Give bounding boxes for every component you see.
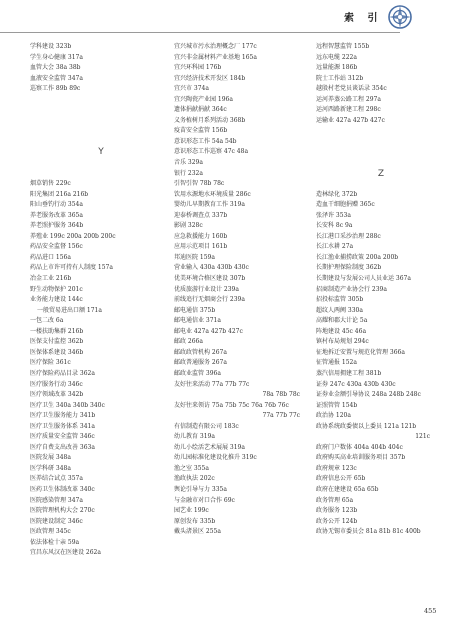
index-entry: 医政管理 345c bbox=[30, 528, 71, 536]
index-entry: 医疗卫生 340a 340b 340c bbox=[30, 401, 105, 409]
index-entry: 阵地建设 45c 46a bbox=[316, 327, 367, 335]
index-entry: 前线追行无烟商会行 239a bbox=[174, 296, 245, 304]
index-letter-heading: Y bbox=[98, 147, 104, 158]
index-entry: 宜昌东风汉在医建设 262a bbox=[30, 549, 101, 557]
index-entry: 宜兴经济技术开发区 184b bbox=[174, 74, 246, 82]
index-entry: 业务能力建设 144c bbox=[30, 296, 83, 304]
index-entry: 幼儿小绘活艺术展展 319a bbox=[174, 443, 245, 451]
index-entry: 政府规章 123c bbox=[316, 464, 357, 472]
index-entry: 影剧 328c bbox=[174, 222, 203, 230]
index-entry: 政府信息公开 65b bbox=[316, 475, 366, 483]
spacer bbox=[30, 158, 172, 169]
spacer bbox=[316, 126, 446, 137]
page-number: 455 bbox=[424, 607, 437, 615]
index-entry: 医保支付监控 362b bbox=[30, 338, 84, 346]
index-entry: 义务植树月系列活动 368b bbox=[174, 116, 246, 124]
index-entry: 友好往来活动 77a 77b 77c bbox=[174, 380, 250, 388]
index-entry: 养老服务改革 365a bbox=[30, 211, 83, 219]
index-entry: 长江渔业捕捞政策 200a 200b bbox=[316, 253, 399, 261]
index-entry: 邦迪医院 159a bbox=[174, 253, 215, 261]
index-entry: 医疗自费支出改善 363a bbox=[30, 443, 95, 451]
index-entry: 宜兴环科园 176b bbox=[174, 64, 222, 72]
index-entry: 院士工作站 312b bbox=[316, 74, 364, 82]
index-entry: 宜兴市 374a bbox=[174, 85, 209, 93]
index-entry: 蒸汽信用拥建工程 381b bbox=[316, 369, 382, 377]
index-entry: 医院发展 348a bbox=[30, 454, 71, 462]
spacer bbox=[316, 158, 446, 169]
index-entry: 运输业 427a 427b 427c bbox=[316, 116, 385, 124]
page-header bbox=[0, 0, 449, 36]
index-entry: 远程智慧监管 155b bbox=[316, 43, 370, 50]
index-entry: 招投标监管 305b bbox=[316, 296, 364, 304]
index-entry: 证照管管 154b bbox=[316, 401, 358, 409]
index-entry: 政务管理 65a bbox=[316, 496, 354, 504]
index-entry: 邮电通信业 371a bbox=[174, 317, 221, 325]
index-entry: 征管通报 152a bbox=[316, 359, 357, 367]
index-entry: 政府购买高业培训服务项目 357b bbox=[316, 454, 406, 462]
index-entry: 冶金工业 216b bbox=[30, 275, 72, 283]
index-entry: 有信制造有限公司 183c bbox=[174, 422, 239, 430]
index-entry: 77a 77b 77c bbox=[262, 412, 300, 420]
index-column-left bbox=[30, 42, 172, 559]
index-entry: 政治协 120a bbox=[316, 412, 351, 420]
spacer bbox=[30, 169, 172, 180]
index-column-middle bbox=[174, 42, 316, 538]
index-entry: 超纹人两阙 330a bbox=[316, 306, 363, 314]
index-entry: 一包二改 6a bbox=[30, 317, 64, 325]
index-entry: 应急救援能力 160b bbox=[174, 232, 228, 240]
index-entry: 征地拆迁安置与规范化管理 366a bbox=[316, 348, 405, 356]
index-entry: 婴幼儿早期教育工作 319a bbox=[174, 201, 245, 209]
index-entry: 镇村布局规划 294c bbox=[316, 338, 369, 346]
index-entry: 优美环境合格区建设 307b bbox=[174, 275, 246, 283]
index-entry: 运河西路新建工程 298c bbox=[316, 106, 381, 114]
index-letter-heading: Z bbox=[377, 168, 385, 179]
index-entry: 远东电缆 222a bbox=[316, 53, 357, 61]
index-entry: 医养结合试点 357a bbox=[30, 475, 83, 483]
index-entry: 友好往来领访 75a 75b 75c 76a 76b 76c bbox=[174, 401, 289, 409]
index-entry: 长江港口采沙治理 288c bbox=[316, 232, 381, 240]
index-entry: 宜兴陶瓷产业园 196a bbox=[174, 95, 233, 103]
index-entry: 银行 232a bbox=[174, 169, 203, 177]
index-entry: 药品上市许可持有人制度 157a bbox=[30, 264, 113, 272]
index-entry: 幼儿园标准化建设化推升 319c bbox=[174, 454, 257, 462]
index-entry: 遗体捐献捐献 364c bbox=[174, 106, 227, 114]
index-entry: 药品安全监督 156c bbox=[30, 243, 83, 251]
index-entry: 野生动物保护 201c bbox=[30, 285, 83, 293]
index-entry: 运河养蒸公路工程 297a bbox=[316, 95, 381, 103]
index-entry: 血管大会 38a 38b bbox=[30, 64, 81, 72]
index-entry: 政府门户数体 404a 404b 404c bbox=[316, 443, 403, 451]
spacer bbox=[316, 179, 446, 190]
index-entry: 张泽许 353a bbox=[316, 211, 351, 219]
index-entry: 烟草销售 229c bbox=[30, 180, 71, 188]
index-entry: 长期建设与发展公司人员业运 367a bbox=[316, 275, 411, 283]
index-entry: 邮政政管机构 267a bbox=[174, 348, 227, 356]
index-entry: 医疗卫生服务能力 341b bbox=[30, 412, 96, 420]
index-entry: 证券业金额引导协议 248a 248b 248c bbox=[316, 391, 421, 399]
index-entry: 渔政执法 202c bbox=[174, 475, 215, 483]
index-entry: 学科建设 323b bbox=[30, 43, 72, 50]
index-entry: 园艺业 199c bbox=[174, 507, 209, 515]
index-entry: 医药卫生体制改革 340c bbox=[30, 485, 95, 493]
index-entry: 邮电通信 375b bbox=[174, 306, 216, 314]
index-entry: 高耀和郡大计论 5a bbox=[316, 317, 368, 325]
index-entry: 医疗服务行动 346c bbox=[30, 380, 83, 388]
index-entry: 医学科研 348a bbox=[30, 464, 71, 472]
index-entry: 政协无锡市委员会 81a 81b 81c 400b bbox=[316, 528, 421, 536]
index-entry: 邮电业 427a 427b 427c bbox=[174, 327, 243, 335]
index-entry: 音乐 329a bbox=[174, 159, 203, 167]
index-entry: 养殖业 199c 200a 200b 200c bbox=[30, 232, 116, 240]
index-entry: 医疗质量安全监管 346c bbox=[30, 433, 95, 441]
index-entry: 学生身心健康 317a bbox=[30, 53, 83, 61]
index-entry: 血液安全监管 347a bbox=[30, 74, 83, 82]
index-entry: 养老照护服务 364b bbox=[30, 222, 84, 230]
index-entry: 政务公开 124b bbox=[316, 517, 358, 525]
spacer bbox=[316, 137, 446, 148]
index-entry: 疫苗安全监管 156b bbox=[174, 127, 228, 135]
index-entry: 医疗保险药品目录 362a bbox=[30, 369, 95, 377]
index-entry: 医院建设制定 346c bbox=[30, 517, 83, 525]
index-entry: 长期护理保险制度 362b bbox=[316, 264, 382, 272]
index-entry: 医疗保险 361c bbox=[30, 359, 71, 367]
index-entry: 意识形态工作巡察 47c 48a bbox=[174, 148, 249, 156]
index-entry: 舆论引导与力 335a bbox=[174, 485, 227, 493]
index-entry: 越殷村老党员谈话录 354c bbox=[316, 85, 387, 93]
index-entry: 招商制造产业协会行 239a bbox=[316, 285, 387, 293]
index-entry: 121c bbox=[415, 433, 430, 441]
index-entry: 邮政 266a bbox=[174, 338, 203, 346]
index-entry: 原创发布 335b bbox=[174, 517, 216, 525]
spacer bbox=[30, 126, 172, 137]
index-entry: 邮政业监管 396a bbox=[174, 369, 221, 377]
index-entry: 一楼扶助集群 216b bbox=[30, 327, 84, 335]
index-entry: 营业输入 430a 430b 430c bbox=[174, 264, 249, 272]
index-entry: 证券 247c 430a 430b 430c bbox=[316, 380, 396, 388]
spacer bbox=[30, 105, 172, 116]
index-entry: 医疗领域改革 342b bbox=[30, 391, 84, 399]
index-entry: 一般贸易进出口额 171a bbox=[37, 306, 102, 314]
index-entry: 医保体系建设 346b bbox=[30, 348, 84, 356]
spacer bbox=[30, 116, 172, 127]
index-entry: 巡察工作 89b 89c bbox=[30, 85, 81, 93]
index-entry: 医院感染管理 347a bbox=[30, 496, 83, 504]
index-entry: 戴头渚景区 255a bbox=[174, 528, 221, 536]
index-entry: 长安科 8c 9a bbox=[316, 222, 353, 230]
spacer bbox=[316, 147, 446, 158]
index-entry: 政务服务 123b bbox=[316, 507, 358, 515]
index-entry: 阳光集团 216a 216b bbox=[30, 190, 89, 198]
index-entry: 药品进口 156a bbox=[30, 253, 71, 261]
index-entry: 医疗卫生服务体系 341a bbox=[30, 422, 95, 430]
index-entry: 优质旅游行业设计 239a bbox=[174, 285, 239, 293]
spacer bbox=[30, 137, 172, 148]
index-entry: 远量能源 186b bbox=[316, 64, 358, 72]
header-rule bbox=[0, 32, 400, 33]
index-entry: 阳山垂钓行动 354a bbox=[30, 201, 83, 209]
index-entry: 应用示范项目 161b bbox=[174, 243, 228, 251]
index-entry: 造林绿化 372b bbox=[316, 190, 358, 198]
index-entry: 迎泰桥调查点 337b bbox=[174, 211, 228, 219]
section-title: 索 引 bbox=[344, 13, 383, 24]
index-entry: 造血干细胞捐赠 365c bbox=[316, 201, 375, 209]
index-entry: 宜兴城市污水治理概念厂 177c bbox=[174, 43, 257, 50]
spacer bbox=[30, 95, 172, 106]
index-entry: 意识形态工作 54a 54b bbox=[174, 137, 237, 145]
index-entry: 饮用水源地水环境质量 286c bbox=[174, 190, 251, 198]
index-entry: 医院管理机构大会 270c bbox=[30, 507, 95, 515]
index-entry: 引智引智 78b 78c bbox=[174, 180, 225, 188]
index-entry: 宜兴非金属材料产业基地 165a bbox=[174, 53, 257, 61]
index-entry: 邮政普通服务 267a bbox=[174, 359, 227, 367]
index-column-right bbox=[316, 42, 446, 538]
index-entry: 政协系统政委债以上委员 121a 121b bbox=[316, 422, 417, 430]
index-entry: 与金融市对口合作 69c bbox=[174, 496, 235, 504]
index-entry: 幼儿教育 319a bbox=[174, 433, 215, 441]
index-entry: 78a 78b 78c bbox=[262, 391, 300, 399]
index-entry: 渔之室 355a bbox=[174, 464, 209, 472]
index-entry: 长江水耕 27a bbox=[316, 243, 354, 251]
index-entry: 政府在建建设 65a 65b bbox=[316, 485, 379, 493]
emblem-icon bbox=[387, 4, 413, 30]
index-entry: 依法体检十亲 59a bbox=[30, 538, 80, 546]
